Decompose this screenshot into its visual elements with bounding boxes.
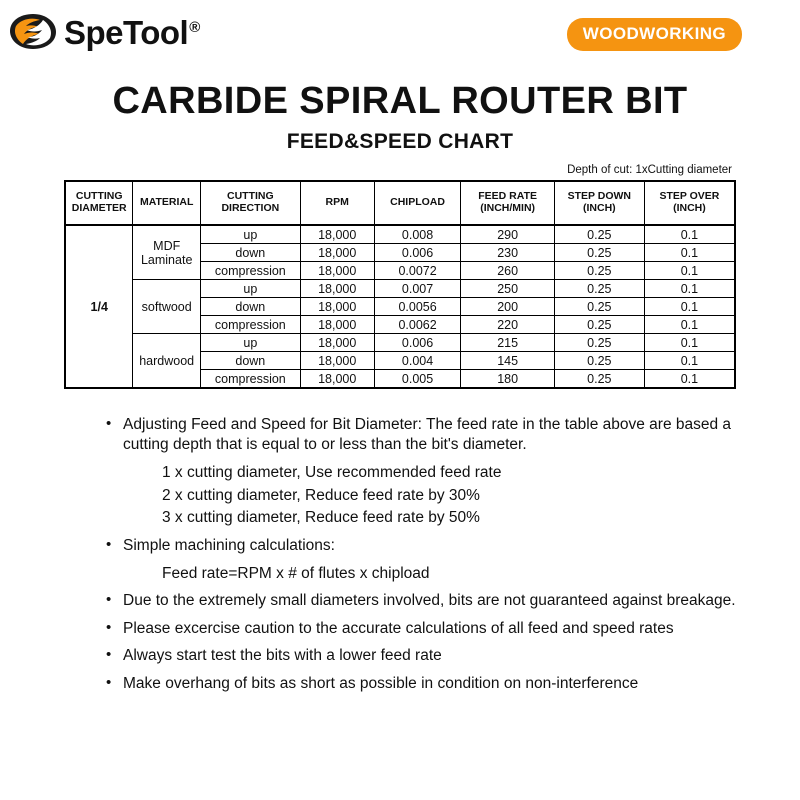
cell-chipload: 0.005 (374, 370, 461, 389)
cell-chipload: 0.006 (374, 334, 461, 352)
brand-name (64, 13, 200, 51)
material-line2: Laminate (140, 252, 193, 267)
cell-step-down: 0.25 (554, 316, 644, 334)
col-header-line2: DIAMETER (71, 202, 127, 214)
page-subtitle: FEED&SPEED CHART (286, 130, 514, 153)
col-header-rpm (300, 181, 374, 225)
cell-step-over: 0.1 (644, 262, 735, 280)
table-body (65, 225, 735, 388)
cell-material (133, 225, 200, 280)
feed-speed-table (64, 180, 736, 389)
col-header-line1: FEED RATE (478, 190, 537, 203)
cell-cutting-direction: up (200, 225, 300, 244)
cell-step-over: 0.1 (644, 225, 735, 244)
cell-cutting-direction: compression (200, 370, 300, 389)
page-header (0, 0, 800, 62)
brand-logo (8, 12, 200, 52)
note-subitem-2x: 2 x cutting diameter, Reduce feed rate by 30% (162, 486, 480, 504)
col-header-line2: (INCH) (673, 202, 706, 214)
cell-feed-rate: 200 (461, 298, 554, 316)
col-header-material (133, 181, 200, 225)
cell-chipload: 0.0072 (374, 262, 461, 280)
cell-feed-rate: 215 (461, 334, 554, 352)
cell-cutting-direction: up (200, 334, 300, 352)
note-sublist-formula (106, 564, 750, 585)
cell-step-over: 0.1 (644, 334, 735, 352)
note-item-simple-calculations: • Simple machining calculations: (106, 536, 750, 556)
cell-rpm: 18,000 (300, 225, 374, 244)
cell-chipload: 0.0056 (374, 298, 461, 316)
cell-step-over: 0.1 (644, 370, 735, 389)
col-header-line1: CHIPLOAD (390, 196, 445, 209)
depth-of-cut-note: Depth of cut: 1xCutting diameter (567, 164, 732, 176)
note-sublist-diameter-multipliers (106, 463, 750, 529)
table-header-row (65, 181, 735, 225)
col-header-cutting-diameter (65, 181, 133, 225)
cell-step-down: 0.25 (554, 262, 644, 280)
material-line1: softwood (141, 299, 192, 314)
cell-step-over: 0.1 (644, 298, 735, 316)
spetool-swirl-logo-icon (8, 12, 58, 52)
cell-chipload: 0.0062 (374, 316, 461, 334)
material-line1: MDF (153, 238, 181, 253)
cell-step-down: 0.25 (554, 280, 644, 298)
material-line1: hardwood (139, 353, 195, 368)
col-header-line1: CUTTING (75, 190, 123, 203)
cell-chipload: 0.004 (374, 352, 461, 370)
cell-chipload: 0.008 (374, 225, 461, 244)
cell-feed-rate: 220 (461, 316, 554, 334)
cell-material (133, 334, 200, 389)
col-header-line2: DIRECTION (221, 202, 280, 214)
woodworking-badge: WOODWORKING (567, 18, 742, 51)
col-header-line1: STEP OVER (659, 190, 720, 203)
note-item-lower-feed-rate: • Always start test the bits with a lower feed rate (106, 646, 750, 666)
cell-cutting-direction: compression (200, 316, 300, 334)
cell-chipload: 0.006 (374, 244, 461, 262)
cell-step-over: 0.1 (644, 244, 735, 262)
table-header (65, 181, 735, 225)
cell-feed-rate: 260 (461, 262, 554, 280)
cell-step-over: 0.1 (644, 316, 735, 334)
cell-cutting-direction: down (200, 352, 300, 370)
col-header-step-over (644, 181, 735, 225)
cell-step-down: 0.25 (554, 244, 644, 262)
cell-feed-rate: 230 (461, 244, 554, 262)
note-item-adjusting-feed-speed: • Adjusting Feed and Speed for Bit Diameter: The feed rate in the table above are based a cutting depth that is equal to or less than the bit's diameter. (106, 415, 750, 456)
cell-step-down: 0.25 (554, 352, 644, 370)
cell-feed-rate: 250 (461, 280, 554, 298)
cell-feed-rate: 180 (461, 370, 554, 389)
cell-cutting-direction: down (200, 244, 300, 262)
table-row (65, 280, 735, 298)
col-header-line1: CUTTING (226, 190, 274, 203)
note-item-overhang: • Make overhang of bits as short as possible in condition on non-interference (106, 674, 750, 694)
note-item-caution: • Please excercise caution to the accurate calculations of all feed and speed rates (106, 619, 750, 639)
registered-mark: ® (189, 18, 200, 36)
cell-feed-rate: 145 (461, 352, 554, 370)
col-header-line1: RPM (325, 196, 349, 209)
cell-step-down: 0.25 (554, 370, 644, 389)
cell-rpm: 18,000 (300, 244, 374, 262)
cell-step-down: 0.25 (554, 298, 644, 316)
table-row (65, 225, 735, 244)
cell-rpm: 18,000 (300, 370, 374, 389)
col-header-line2: (INCH/MIN) (480, 202, 536, 214)
cell-rpm: 18,000 (300, 298, 374, 316)
col-header-line1: STEP DOWN (567, 190, 632, 203)
cell-step-over: 0.1 (644, 280, 735, 298)
cell-rpm: 18,000 (300, 280, 374, 298)
col-header-feed-rate (461, 181, 554, 225)
note-subitem-3x: 3 x cutting diameter, Reduce feed rate by 50% (162, 509, 480, 527)
col-header-cutting-direction (200, 181, 300, 225)
cell-cutting-direction: compression (200, 262, 300, 280)
table-row (65, 334, 735, 352)
cell-step-down: 0.25 (554, 334, 644, 352)
cell-cutting-direction: down (200, 298, 300, 316)
notes-list (50, 415, 750, 694)
cell-feed-rate: 290 (461, 225, 554, 244)
col-header-chipload (374, 181, 461, 225)
note-subitem-feed-rate-formula: Feed rate=RPM x # of flutes x chipload (162, 564, 430, 582)
cell-material (133, 280, 200, 334)
feed-speed-table-wrapper (64, 180, 736, 389)
cell-step-over: 0.1 (644, 352, 735, 370)
note-subitem-1x: 1 x cutting diameter, Use recommended feed rate (162, 463, 502, 481)
cell-chipload: 0.007 (374, 280, 461, 298)
col-header-line2: (INCH) (583, 202, 616, 214)
brand-name-text: SpeTool (64, 13, 189, 51)
cell-rpm: 18,000 (300, 262, 374, 280)
cell-rpm: 18,000 (300, 334, 374, 352)
cell-cutting-diameter: 1/4 (65, 225, 133, 388)
col-header-step-down (554, 181, 644, 225)
cell-rpm: 18,000 (300, 352, 374, 370)
page-title: CARBIDE SPIRAL ROUTER BIT (112, 80, 688, 122)
col-header-line1: MATERIAL (139, 196, 194, 209)
note-item-breakage: • Due to the extremely small diameters involved, bits are not guaranteed against breakage. (106, 591, 750, 611)
cell-cutting-direction: up (200, 280, 300, 298)
cell-step-down: 0.25 (554, 225, 644, 244)
cell-rpm: 18,000 (300, 316, 374, 334)
